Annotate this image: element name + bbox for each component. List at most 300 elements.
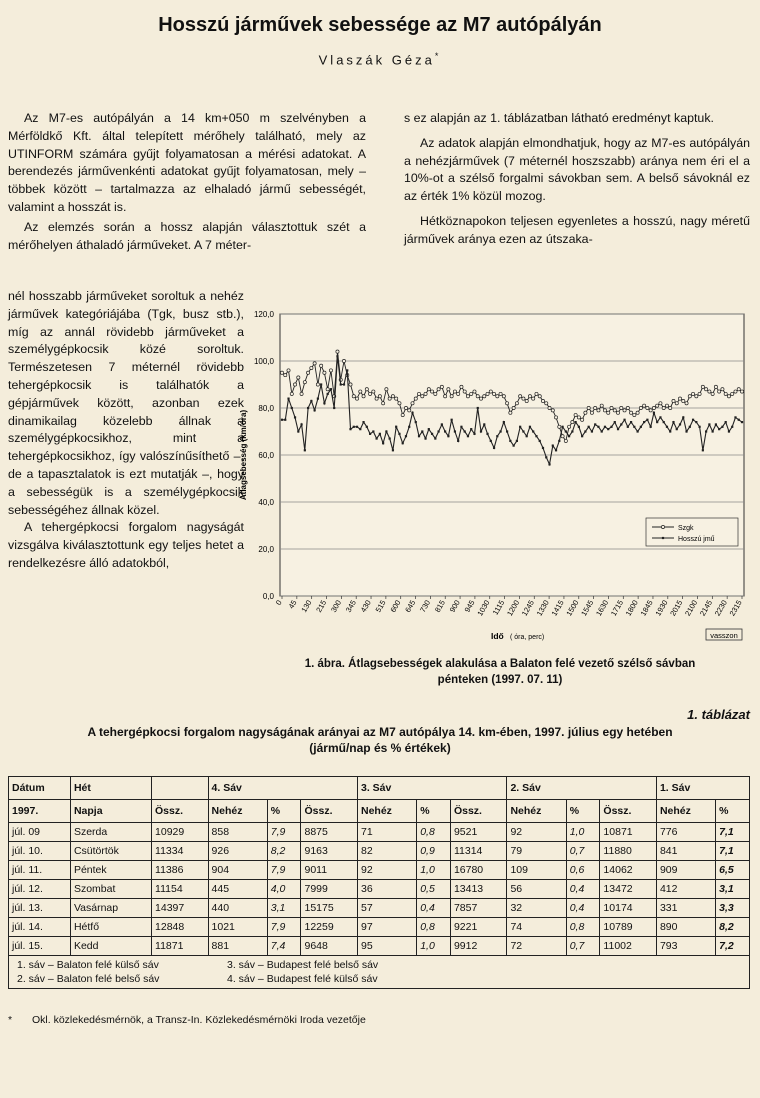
data-point-hosszu	[460, 426, 462, 428]
data-point-szgk	[659, 402, 662, 405]
table-cell: 1,0	[566, 823, 600, 842]
table-cell: 7,4	[267, 937, 301, 956]
data-point-hosszu	[539, 440, 541, 442]
x-tick-label: 430	[358, 598, 373, 614]
table-cell: 11334	[152, 842, 209, 861]
data-point-hosszu	[685, 430, 687, 432]
data-point-hosszu	[376, 437, 378, 439]
data-point-szgk	[430, 390, 433, 393]
data-point-hosszu	[379, 433, 381, 435]
table-cell: 10929	[152, 823, 209, 842]
table-cell: 0,6	[566, 861, 600, 880]
data-point-szgk	[685, 402, 688, 405]
data-point-szgk	[731, 392, 734, 395]
data-point-hosszu	[473, 433, 475, 435]
table-cell: 36	[358, 880, 417, 899]
table-cell: 6,5	[716, 861, 750, 880]
data-point-szgk	[623, 409, 626, 412]
data-point-hosszu	[702, 449, 704, 451]
data-point-szgk	[297, 376, 300, 379]
x-tick-label: 2100	[683, 598, 700, 618]
x-tick-label: 2230	[712, 598, 729, 618]
data-point-szgk	[656, 404, 659, 407]
y-tick-label: 120,0	[253, 310, 274, 319]
data-point-szgk	[476, 395, 479, 398]
data-point-hosszu	[483, 423, 485, 425]
data-point-szgk	[590, 411, 593, 414]
data-point-hosszu	[695, 421, 697, 423]
x-axis-label: Idő	[491, 631, 504, 641]
table-cell: 331	[656, 899, 715, 918]
table-cell: 7999	[301, 880, 358, 899]
data-point-hosszu	[575, 421, 577, 423]
table-cell: 109	[507, 861, 566, 880]
table-cell: 0,4	[566, 899, 600, 918]
table-header-cell: %	[566, 800, 600, 823]
data-point-hosszu	[643, 421, 645, 423]
data-point-hosszu	[480, 430, 482, 432]
data-point-hosszu	[545, 456, 547, 458]
data-point-hosszu	[692, 419, 694, 421]
data-point-szgk	[349, 383, 352, 386]
data-point-szgk	[382, 402, 385, 405]
table-cell: 9221	[450, 918, 507, 937]
table-cell: 909	[656, 861, 715, 880]
table-cell: 72	[507, 937, 566, 956]
table-header-cell: Nehéz	[507, 800, 566, 823]
data-point-hosszu	[284, 419, 286, 421]
x-tick-label: 0	[273, 598, 284, 607]
data-point-szgk	[584, 411, 587, 414]
x-tick-label: 1630	[594, 598, 611, 618]
table-header-cell: 1. Sáv	[656, 777, 749, 800]
data-point-szgk	[613, 409, 616, 412]
table-cell: 92	[507, 823, 566, 842]
data-point-hosszu	[509, 440, 511, 442]
x-tick-label: 515	[373, 598, 388, 614]
data-point-szgk	[629, 411, 632, 414]
data-point-hosszu	[519, 426, 521, 428]
data-point-szgk	[600, 404, 603, 407]
table-cell: 9011	[301, 861, 358, 880]
x-tick-label: 1330	[534, 598, 551, 618]
table-cell: 9163	[301, 842, 358, 861]
data-point-szgk	[646, 406, 649, 409]
table-cell: 74	[507, 918, 566, 937]
data-point-szgk	[395, 397, 398, 400]
x-tick-label: 1800	[623, 598, 640, 618]
x-tick-label: 215	[314, 598, 329, 614]
data-point-szgk	[329, 369, 332, 372]
data-point-szgk	[398, 402, 401, 405]
data-point-hosszu	[451, 419, 453, 421]
data-point-hosszu	[584, 430, 586, 432]
data-point-hosszu	[464, 430, 466, 432]
table-row	[9, 899, 750, 918]
data-point-szgk	[502, 395, 505, 398]
data-point-hosszu	[441, 423, 443, 425]
data-point-szgk	[594, 406, 597, 409]
data-point-hosszu	[659, 416, 661, 418]
data-point-hosszu	[738, 419, 740, 421]
stamp-label: vasszon	[710, 631, 738, 640]
table-header-cell: %	[417, 800, 451, 823]
data-point-hosszu	[561, 426, 563, 428]
data-point-szgk	[479, 397, 482, 400]
data-point-szgk	[417, 392, 420, 395]
table-header-row-2	[9, 800, 750, 823]
data-point-hosszu	[398, 433, 400, 435]
table-cell: 11880	[600, 842, 657, 861]
data-point-szgk	[620, 406, 623, 409]
data-point-hosszu	[656, 421, 658, 423]
data-point-szgk	[708, 390, 711, 393]
data-point-hosszu	[708, 423, 710, 425]
table-row	[9, 880, 750, 899]
data-point-szgk	[460, 385, 463, 388]
table-header-cell	[152, 777, 209, 800]
author-line	[0, 51, 760, 67]
data-point-szgk	[437, 388, 440, 391]
table-row	[9, 937, 750, 956]
data-point-hosszu	[317, 398, 319, 400]
data-point-szgk	[734, 390, 737, 393]
data-point-hosszu	[581, 435, 583, 437]
table-cell: 13472	[600, 880, 657, 899]
legend-marker	[662, 537, 664, 539]
data-point-szgk	[567, 425, 570, 428]
data-point-szgk	[727, 395, 730, 398]
data-point-hosszu	[291, 407, 293, 409]
data-point-szgk	[698, 392, 701, 395]
data-point-hosszu	[415, 421, 417, 423]
y-tick-label: 40,0	[258, 498, 274, 507]
table-header-cell: Nehéz	[656, 800, 715, 823]
data-point-hosszu	[346, 369, 348, 371]
table-cell: 3,1	[716, 880, 750, 899]
data-point-szgk	[391, 395, 394, 398]
data-point-szgk	[440, 385, 443, 388]
table-cell: Csütörtök	[70, 842, 151, 861]
data-point-szgk	[597, 409, 600, 412]
table-row	[9, 842, 750, 861]
data-point-szgk	[473, 390, 476, 393]
table-cell: 8,2	[267, 842, 301, 861]
data-point-szgk	[280, 371, 283, 374]
x-tick-label: 1245	[519, 598, 536, 618]
data-point-hosszu	[705, 430, 707, 432]
x-tick-label: 1845	[638, 598, 655, 618]
data-point-hosszu	[307, 407, 309, 409]
table-body	[9, 823, 750, 956]
data-point-hosszu	[457, 440, 459, 442]
data-point-szgk	[714, 385, 717, 388]
data-point-szgk	[711, 392, 714, 395]
data-point-szgk	[375, 397, 378, 400]
table-cell: 0,4	[417, 899, 451, 918]
data-point-szgk	[506, 402, 509, 405]
table-cell: 13413	[450, 880, 507, 899]
table-cell: 881	[208, 937, 267, 956]
right-column	[404, 110, 750, 256]
table-cell: 12259	[301, 918, 358, 937]
data-point-szgk	[414, 397, 417, 400]
data-point-hosszu	[470, 428, 472, 430]
data-point-hosszu	[411, 412, 413, 414]
data-point-szgk	[662, 406, 665, 409]
data-point-hosszu	[565, 430, 567, 432]
data-point-hosszu	[437, 430, 439, 432]
table-cell: 890	[656, 918, 715, 937]
table-cell: 9648	[301, 937, 358, 956]
data-point-szgk	[378, 395, 381, 398]
data-point-hosszu	[669, 430, 671, 432]
data-point-hosszu	[679, 423, 681, 425]
data-point-szgk	[434, 392, 437, 395]
table-cell: 841	[656, 842, 715, 861]
data-point-hosszu	[392, 449, 394, 451]
table-cell: 7,2	[716, 937, 750, 956]
data-point-szgk	[372, 390, 375, 393]
table-cell: 3,1	[267, 899, 301, 918]
data-point-szgk	[408, 409, 411, 412]
x-tick-label: 45	[286, 598, 299, 611]
data-point-hosszu	[447, 435, 449, 437]
data-point-hosszu	[741, 421, 743, 423]
data-point-hosszu	[359, 428, 361, 430]
data-point-szgk	[411, 402, 414, 405]
data-point-szgk	[457, 392, 460, 395]
data-point-hosszu	[617, 428, 619, 430]
table-cell: 793	[656, 937, 715, 956]
data-point-szgk	[633, 413, 636, 416]
data-point-hosszu	[718, 428, 720, 430]
data-point-szgk	[587, 406, 590, 409]
data-point-hosszu	[532, 430, 534, 432]
table-cell: 97	[358, 918, 417, 937]
data-point-szgk	[316, 383, 319, 386]
footnote	[8, 1014, 366, 1026]
data-point-szgk	[545, 402, 548, 405]
table-cell: 10789	[600, 918, 657, 937]
y-tick-label: 100,0	[253, 357, 274, 366]
data-point-hosszu	[682, 416, 684, 418]
table-cell: 10871	[600, 823, 657, 842]
data-point-szgk	[535, 392, 538, 395]
data-point-szgk	[336, 350, 339, 353]
table-cell: 11002	[600, 937, 657, 956]
table-header-cell: Hét	[70, 777, 151, 800]
data-point-hosszu	[607, 428, 609, 430]
table-cell: Péntek	[70, 861, 151, 880]
table-cell: Kedd	[70, 937, 151, 956]
data-point-hosszu	[712, 430, 714, 432]
data-point-hosszu	[571, 430, 573, 432]
data-point-szgk	[603, 409, 606, 412]
data-point-szgk	[368, 392, 371, 395]
data-point-hosszu	[725, 421, 727, 423]
data-point-hosszu	[594, 423, 596, 425]
table-cell: 14062	[600, 861, 657, 880]
table-title	[20, 724, 740, 756]
left-paragraph-2: Az elemzés során a hossz alapján választottuk szét a mérőhelyen áthaladó járműveket. A 7 méter-	[8, 219, 366, 252]
data-point-szgk	[512, 406, 515, 409]
data-point-szgk	[701, 385, 704, 388]
table-cell: 9521	[450, 823, 507, 842]
table-cell: 15175	[301, 899, 358, 918]
left-column	[8, 110, 366, 256]
table-cell: 57	[358, 899, 417, 918]
data-point-hosszu	[731, 426, 733, 428]
data-point-szgk	[470, 392, 473, 395]
data-point-szgk	[528, 395, 531, 398]
data-point-hosszu	[601, 430, 603, 432]
table-cell: 9912	[450, 937, 507, 956]
data-point-szgk	[287, 369, 290, 372]
data-point-hosszu	[496, 435, 498, 437]
data-point-hosszu	[503, 421, 505, 423]
table-cell: 445	[208, 880, 267, 899]
table-cell: Szerda	[70, 823, 151, 842]
table-cell: 7,1	[716, 823, 750, 842]
table-header-cell: Össz.	[450, 800, 507, 823]
data-point-szgk	[649, 409, 652, 412]
legend-label: Hosszú jmű	[678, 536, 715, 543]
data-point-hosszu	[454, 430, 456, 432]
data-point-szgk	[525, 399, 528, 402]
table-cell: 95	[358, 937, 417, 956]
table-legend	[9, 956, 750, 989]
table-subtitle: (jármű/nap és % értékek)	[309, 741, 451, 755]
data-point-szgk	[342, 359, 345, 362]
data-point-hosszu	[676, 428, 678, 430]
data-point-hosszu	[467, 435, 469, 437]
table-cell: 904	[208, 861, 267, 880]
table-cell: 56	[507, 880, 566, 899]
data-point-hosszu	[610, 426, 612, 428]
data-point-szgk	[427, 388, 430, 391]
table-cell: 0,9	[417, 842, 451, 861]
data-point-hosszu	[689, 426, 691, 428]
table-cell: 10174	[600, 899, 657, 918]
table-cell: 11871	[152, 937, 209, 956]
table-header-cell: 4. Sáv	[208, 777, 357, 800]
table-cell: 1021	[208, 918, 267, 937]
data-point-hosszu	[434, 437, 436, 439]
x-tick-label: 1030	[475, 598, 492, 618]
data-point-szgk	[466, 395, 469, 398]
x-tick-label: 1200	[505, 598, 522, 618]
data-point-szgk	[551, 409, 554, 412]
data-point-szgk	[306, 371, 309, 374]
data-point-hosszu	[353, 426, 355, 428]
data-point-szgk	[509, 411, 512, 414]
data-point-szgk	[453, 390, 456, 393]
data-point-hosszu	[314, 409, 316, 411]
table-legend-row	[9, 956, 750, 989]
data-point-hosszu	[477, 407, 479, 409]
data-point-hosszu	[555, 449, 557, 451]
data-point-szgk	[355, 397, 358, 400]
table-cell: 7857	[450, 899, 507, 918]
data-point-hosszu	[336, 355, 338, 357]
x-tick-label: 1500	[564, 598, 581, 618]
data-point-szgk	[724, 392, 727, 395]
table-cell: júl. 14.	[9, 918, 71, 937]
data-point-hosszu	[418, 435, 420, 437]
data-point-szgk	[483, 395, 486, 398]
data-point-hosszu	[310, 400, 312, 402]
data-point-hosszu	[568, 435, 570, 437]
table-cell: 1,0	[417, 861, 451, 880]
table-cell: 7,9	[267, 861, 301, 880]
x-tick-label: 345	[343, 598, 358, 614]
data-point-hosszu	[287, 398, 289, 400]
data-point-szgk	[636, 411, 639, 414]
x-tick-label: 1930	[653, 598, 670, 618]
table-cell: júl. 09	[9, 823, 71, 842]
data-point-hosszu	[382, 442, 384, 444]
table-header-cell: %	[716, 800, 750, 823]
table-header-cell: 1997.	[9, 800, 71, 823]
data-point-szgk	[519, 395, 522, 398]
legend-item: 2. sáv – Balaton felé belső sáv	[17, 973, 160, 985]
data-point-hosszu	[362, 421, 364, 423]
table-cell: 14397	[152, 899, 209, 918]
data-point-szgk	[323, 371, 326, 374]
data-point-szgk	[450, 395, 453, 398]
legend-item: 3. sáv – Budapest felé belső sáv	[227, 959, 379, 971]
x-tick-label: 1115	[490, 598, 507, 617]
data-point-szgk	[665, 404, 668, 407]
table-cell: 7,9	[267, 918, 301, 937]
x-tick-label: 130	[299, 598, 314, 614]
legend-item: 1. sáv – Balaton felé külső sáv	[17, 959, 159, 971]
table-cell: 776	[656, 823, 715, 842]
data-point-hosszu	[734, 416, 736, 418]
data-point-szgk	[313, 362, 316, 365]
data-point-hosszu	[424, 437, 426, 439]
data-point-szgk	[675, 402, 678, 405]
table-cell: 0,7	[566, 842, 600, 861]
data-point-szgk	[310, 366, 313, 369]
footnote-mark: *	[8, 1014, 13, 1026]
table-cell: 8,2	[716, 918, 750, 937]
table-cell: 11386	[152, 861, 209, 880]
table-cell: 11314	[450, 842, 507, 861]
table-cell: 79	[507, 842, 566, 861]
data-point-szgk	[404, 406, 407, 409]
data-point-hosszu	[395, 426, 397, 428]
table-header-cell: 2. Sáv	[507, 777, 656, 800]
data-point-hosszu	[597, 426, 599, 428]
data-point-hosszu	[320, 383, 322, 385]
x-tick-label: 1715	[608, 598, 626, 618]
data-point-hosszu	[366, 426, 368, 428]
data-point-hosszu	[323, 402, 325, 404]
data-point-hosszu	[620, 423, 622, 425]
data-point-hosszu	[444, 430, 446, 432]
data-point-szgk	[424, 392, 427, 395]
data-point-hosszu	[493, 447, 495, 449]
data-point-szgk	[365, 388, 368, 391]
data-point-hosszu	[646, 419, 648, 421]
x-axis-unit: ( óra, perc)	[510, 634, 545, 641]
figure-caption-line-2: pénteken (1997. 07. 11)	[437, 674, 563, 686]
data-point-szgk	[401, 413, 404, 416]
table-cell: Szombat	[70, 880, 151, 899]
x-tick-label: 645	[403, 598, 418, 614]
